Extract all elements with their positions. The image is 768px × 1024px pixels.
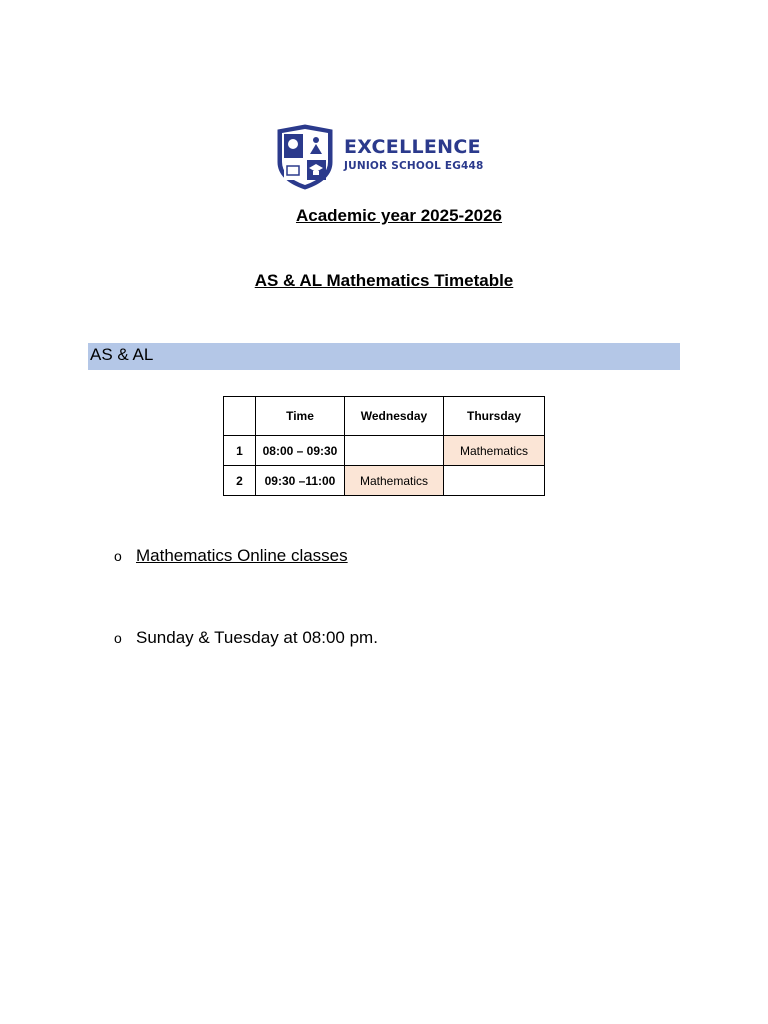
row-time: 08:00 – 09:30: [256, 436, 345, 466]
logo-name: EXCELLENCE: [344, 136, 481, 158]
cell-thursday: [444, 466, 545, 496]
cell-wednesday: Mathematics: [345, 466, 444, 496]
section-band: [88, 343, 680, 370]
bullet-marker: o: [114, 630, 122, 646]
cell-thursday: Mathematics: [444, 436, 545, 466]
school-crest-icon: [274, 124, 336, 190]
online-classes-schedule: Sunday & Tuesday at 08:00 pm.: [136, 628, 378, 647]
online-classes-heading: Mathematics Online classes: [136, 546, 348, 565]
row-number: 2: [224, 466, 256, 496]
table-row: [224, 466, 545, 496]
header-cell-num: [224, 397, 256, 436]
header-cell-thursday: Thursday: [444, 397, 545, 436]
row-number: 1: [224, 436, 256, 466]
section-band-label: AS & AL: [90, 345, 154, 364]
list-item: [114, 628, 378, 648]
timetable: [223, 396, 545, 496]
school-logo: [274, 124, 498, 190]
timetable-header-row: [224, 397, 545, 436]
header-cell-wednesday: Wednesday: [345, 397, 444, 436]
list-item: [114, 546, 348, 566]
row-time: 09:30 –11:00: [256, 466, 345, 496]
cell-wednesday: [345, 436, 444, 466]
logo-subtitle: JUNIOR SCHOOL EG448: [344, 160, 484, 172]
header-cell-time: Time: [256, 397, 345, 436]
academic-year-heading: Academic year 2025-2026: [295, 206, 503, 225]
table-row: [224, 436, 545, 466]
page-title: AS & AL Mathematics Timetable: [254, 271, 514, 290]
bullet-marker: o: [114, 548, 122, 564]
